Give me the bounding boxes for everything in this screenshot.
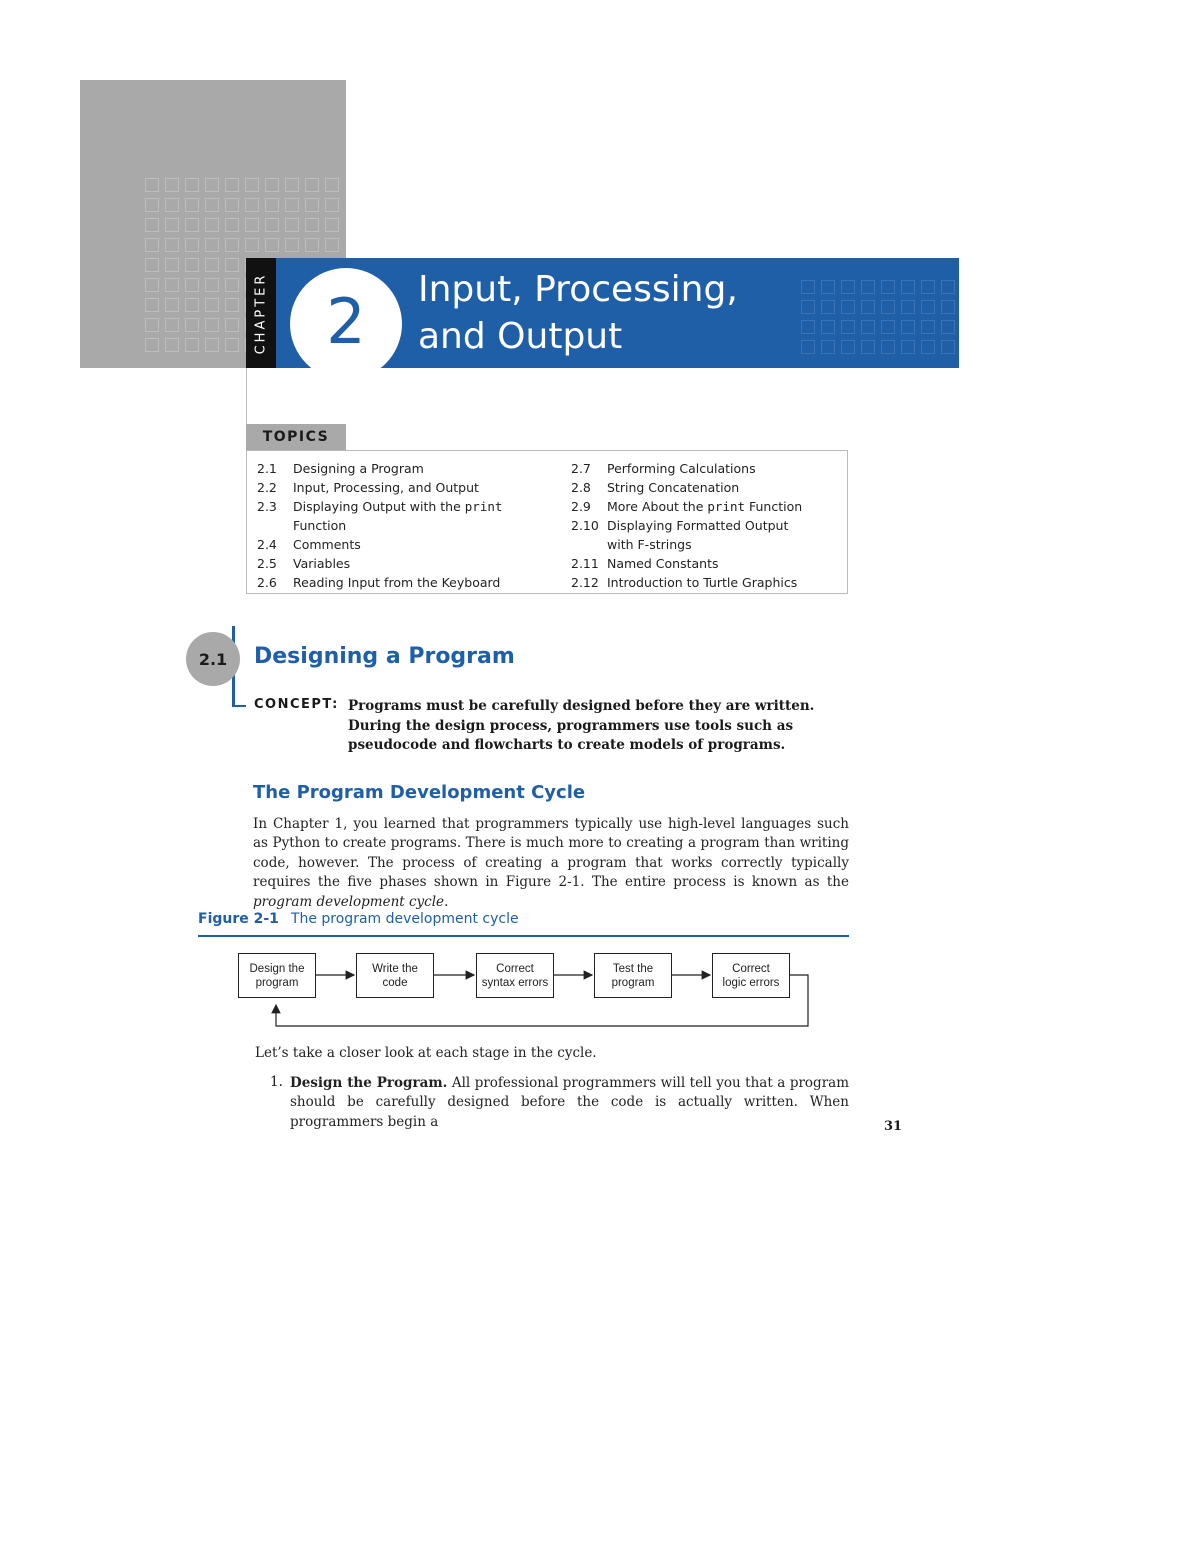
topics-heading: TOPICS xyxy=(246,424,346,450)
chapter-label: CHAPTER xyxy=(253,272,269,354)
concept-label: CONCEPT: xyxy=(254,697,339,712)
chapter-number: 2 xyxy=(326,284,366,358)
topic-item[interactable]: 2.7 Performing Calculations xyxy=(571,461,756,476)
flow-step-write-code: Write the code xyxy=(356,953,434,998)
topic-item[interactable]: 2.2 Input, Processing, and Output xyxy=(257,480,479,495)
divider xyxy=(246,368,247,424)
topic-item[interactable]: 2.12 Introduction to Turtle Graphics xyxy=(571,575,798,590)
chapter-title: Input, Processing, and Output xyxy=(418,269,738,357)
topic-item[interactable]: 2.11 Named Constants xyxy=(571,556,719,571)
section-title: Designing a Program xyxy=(254,644,515,669)
topic-item-continued: Function xyxy=(293,518,347,533)
topic-item[interactable]: 2.6 Reading Input from the Keyboard xyxy=(257,575,501,590)
figure-rule xyxy=(198,935,849,937)
body-paragraph: In Chapter 1, you learned that programmers typically use high-level languages such as Python to create programs. There is much more to creating a program than writing code, however. The process of creating a program that works correctly typically requires the five phases shown in Figure 2-1. The entire process is known as the program development cycle. xyxy=(253,816,849,910)
figure-caption: Figure 2-1 The program development cycle xyxy=(198,911,519,927)
decorative-blue-square-grid xyxy=(801,280,955,354)
section-number: 2.1 xyxy=(198,649,228,669)
topics-box xyxy=(246,450,848,594)
topic-item-continued: with F-strings xyxy=(607,537,692,552)
flow-step-logic: Correct logic errors xyxy=(712,953,790,998)
topic-item[interactable]: 2.1 Designing a Program xyxy=(257,461,424,476)
flow-step-test: Test the program xyxy=(594,953,672,998)
body-text: Let’s take a closer look at each stage in the cycle. xyxy=(255,1045,597,1061)
concept-text: Programs must be carefully designed before they are written. During the design process, programmers use tools such as pseudocode and flowcharts to create models of programs. xyxy=(348,698,815,753)
section-marker-line xyxy=(232,705,246,707)
topic-item[interactable]: 2.5 Variables xyxy=(257,556,351,571)
section-number-circle xyxy=(186,632,240,686)
list-item: Design the Program. All professional programmers will tell you that a program should be carefully designed before the code is actually written. When programmers begin a xyxy=(290,1075,850,1130)
topic-item[interactable]: 2.4 Comments xyxy=(257,537,361,552)
topics-right-column xyxy=(571,459,802,592)
flow-step-design: Design the program xyxy=(238,953,316,998)
topic-item[interactable]: 2.10 Displaying Formatted Output xyxy=(571,518,789,533)
topic-item[interactable]: 2.3 Displaying Output with the print xyxy=(257,499,503,514)
flow-step-syntax: Correct syntax errors xyxy=(476,953,554,998)
page-number: 31 xyxy=(884,1119,903,1134)
topic-item[interactable]: 2.9 More About the print Function xyxy=(571,499,803,514)
subsection-title: The Program Development Cycle xyxy=(253,782,586,803)
list-number: 1. xyxy=(270,1074,283,1090)
topic-item[interactable]: 2.8 String Concatenation xyxy=(571,480,740,495)
chapter-number-circle xyxy=(290,268,402,380)
topics-left-column xyxy=(257,459,502,592)
